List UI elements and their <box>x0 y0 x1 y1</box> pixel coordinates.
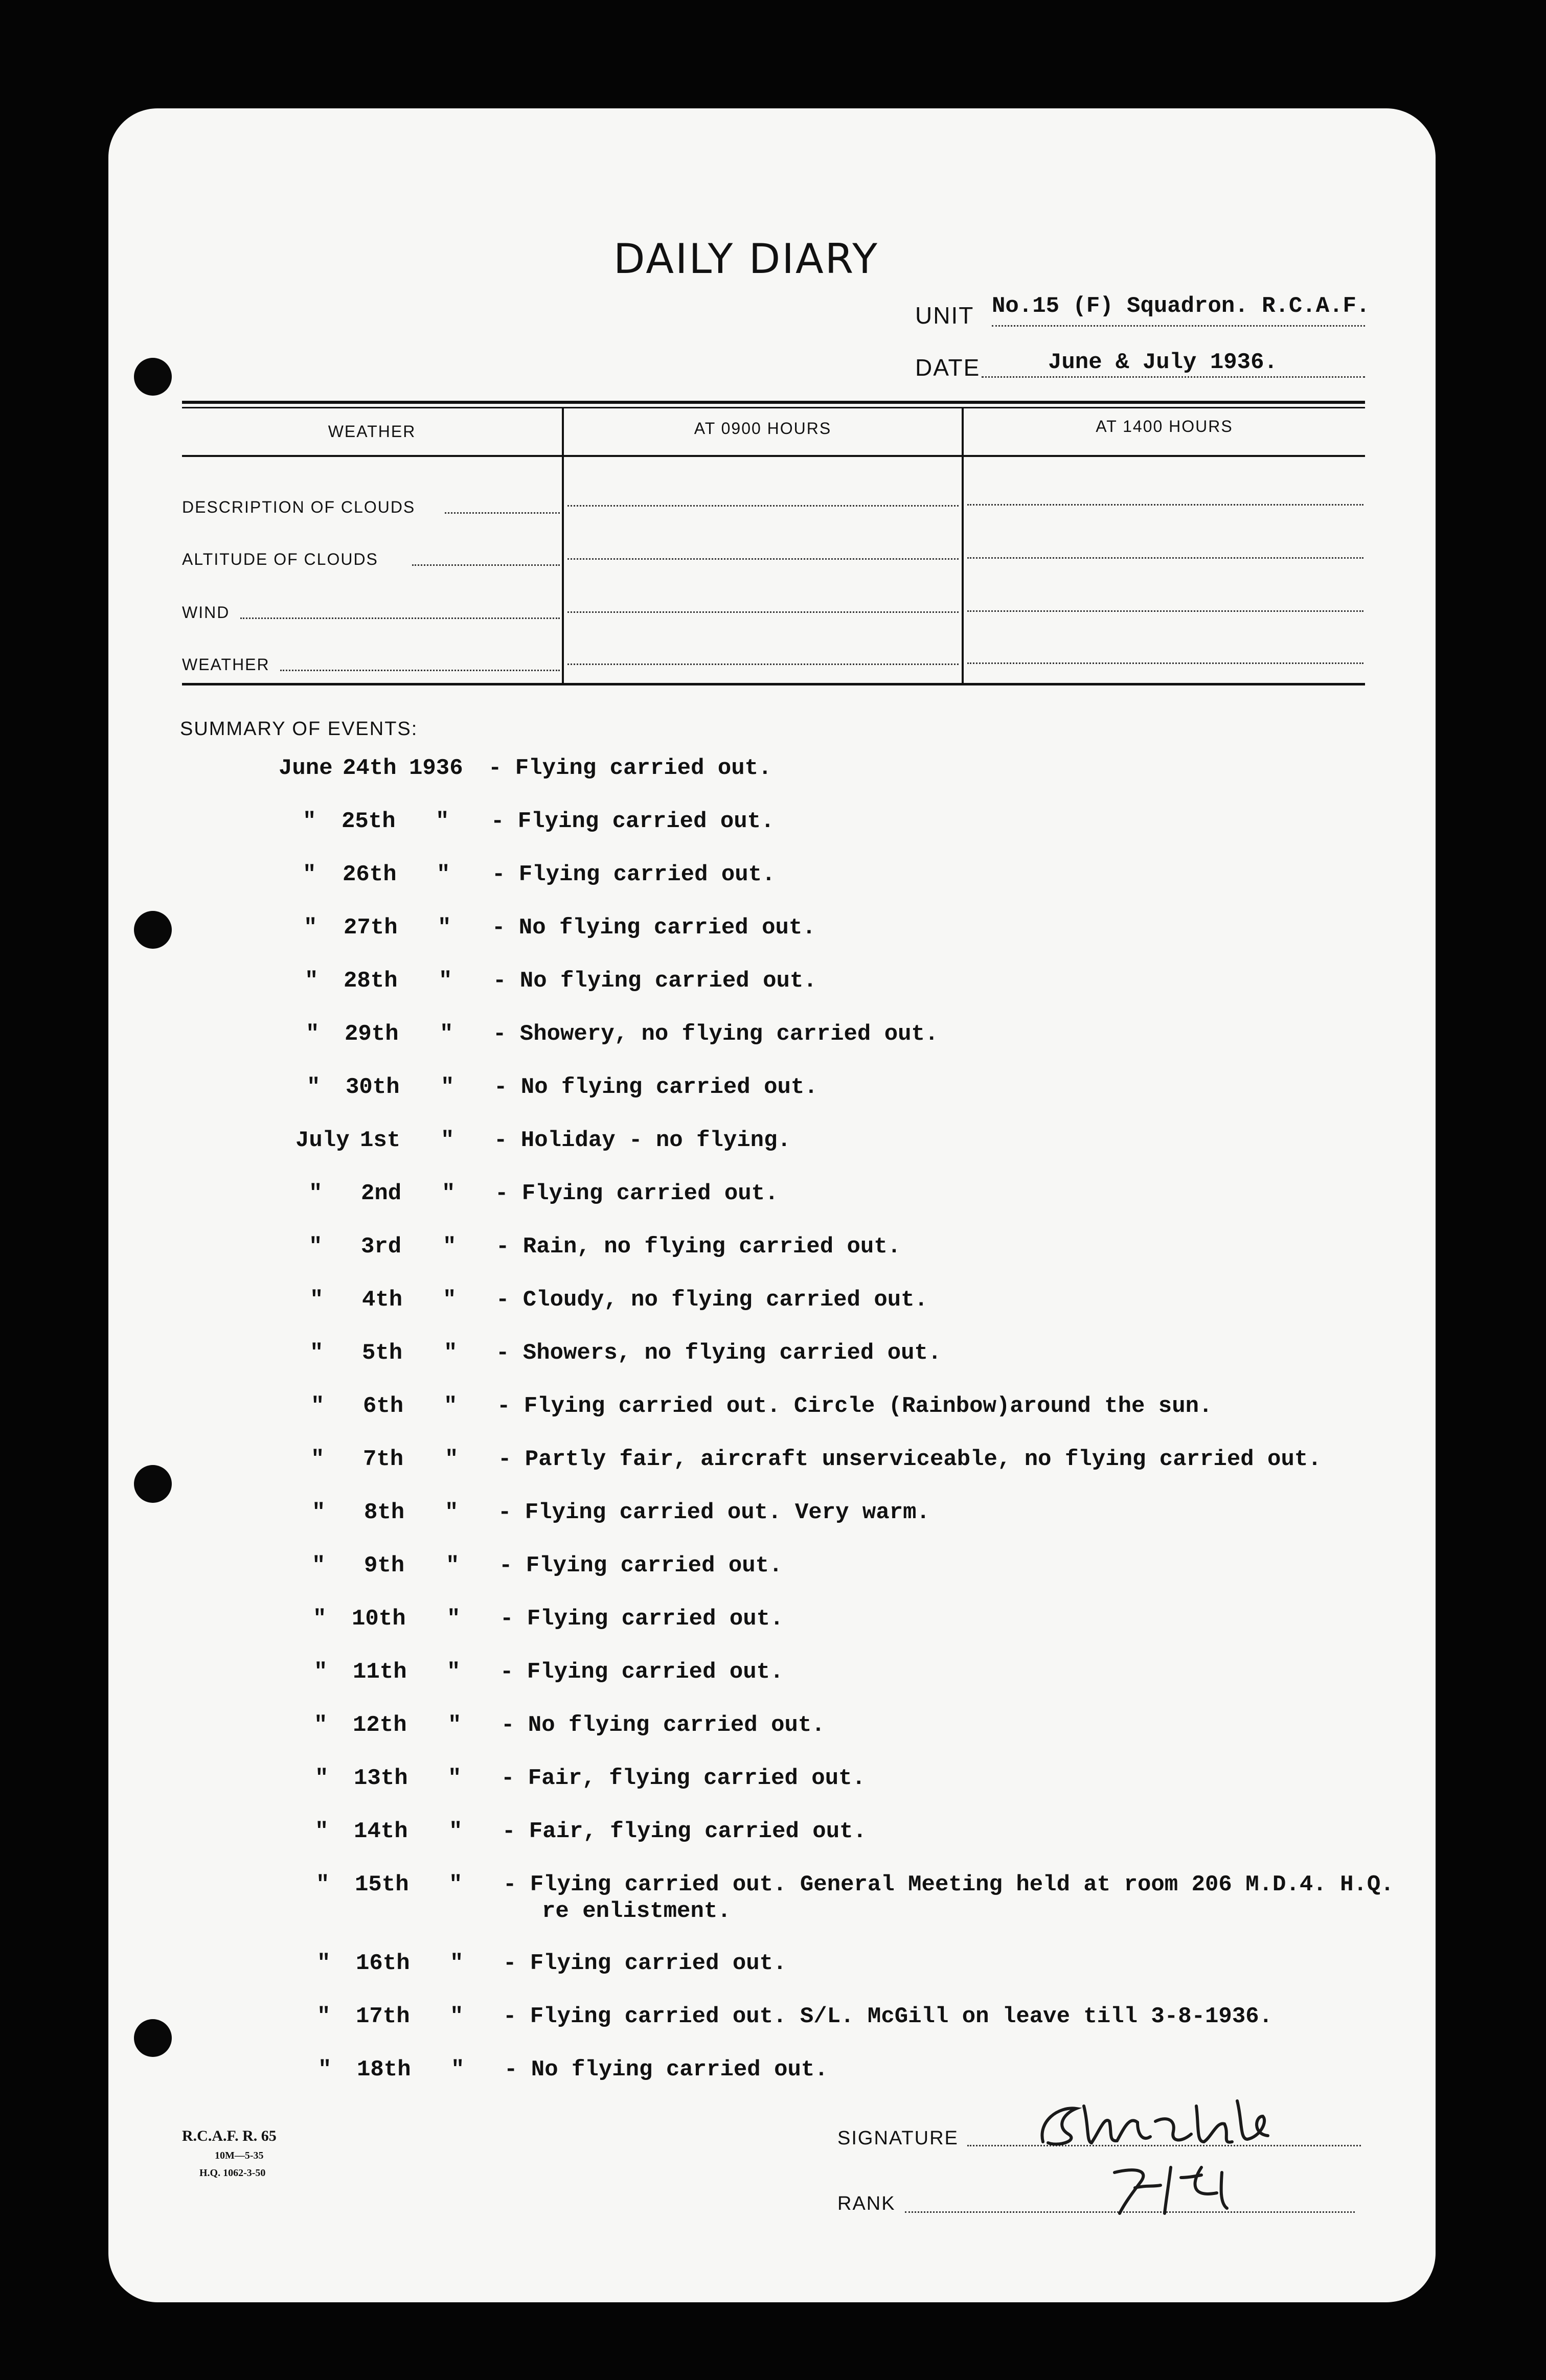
entry-text: - Flying carried out. <box>500 1659 784 1685</box>
entry-month: " <box>311 1447 325 1472</box>
entry-month: " <box>312 1500 326 1525</box>
entry-year: " <box>447 1659 461 1685</box>
date-value: June & July 1936. <box>1048 350 1278 375</box>
table-header-rule <box>182 455 1365 457</box>
print-code: 10M—5-35 <box>215 2150 264 2161</box>
summary-entry <box>0 915 1546 968</box>
table-dotline <box>967 662 1363 664</box>
entry-month: " <box>315 1819 329 1844</box>
entry-text: - Partly fair, aircraft unserviceable, no flying carried out. <box>498 1447 1322 1472</box>
entry-month: June <box>279 756 333 781</box>
entry-month: " <box>317 1951 331 1976</box>
col-header-weather: WEATHER <box>328 422 416 441</box>
table-dotline <box>967 610 1363 612</box>
summary-entry <box>0 2057 1546 2110</box>
entry-month: " <box>313 1606 327 1632</box>
entry-year: " <box>441 1074 454 1100</box>
entry-text: - Flying carried out. <box>488 756 772 781</box>
entry-text: - Flying carried out. Very warm. <box>498 1500 930 1525</box>
page-title: DAILY DIARY <box>613 235 879 283</box>
entry-year: " <box>449 1819 463 1844</box>
entry-day: 25th <box>342 809 396 834</box>
binder-hole <box>134 358 172 396</box>
row-label-wind: WIND <box>182 603 230 622</box>
table-bottom-rule <box>182 683 1365 685</box>
entry-year: " <box>451 2057 465 2082</box>
entry-year: " <box>436 809 449 834</box>
entry-month: " <box>314 1659 328 1685</box>
form-number: R.C.A.F. R. 65 <box>182 2127 277 2144</box>
summary-entry <box>0 809 1546 862</box>
summary-entry <box>0 1951 1546 2004</box>
entry-text: - No flying carried out. <box>504 2057 828 2082</box>
entry-month: " <box>309 1181 323 1206</box>
entry-year: " <box>444 1340 458 1366</box>
summary-entry <box>0 1340 1546 1393</box>
entry-text: - Rain, no flying carried out. <box>496 1234 901 1260</box>
entry-day: 28th <box>344 968 398 994</box>
table-dotline <box>445 512 560 514</box>
entry-text: - Showery, no flying carried out. <box>493 1021 939 1047</box>
entry-text: - Flying carried out. Circle (Rainbow)around the sun. <box>497 1393 1213 1419</box>
entry-day: 6th <box>363 1393 404 1419</box>
entry-month: " <box>318 2057 332 2082</box>
summary-entry <box>0 1766 1546 1819</box>
summary-entry <box>0 756 1546 809</box>
entry-day: 3rd <box>361 1234 402 1260</box>
unit-value: No.15 (F) Squadron. R.C.A.F. <box>992 293 1370 319</box>
entry-month: " <box>305 968 319 994</box>
entry-text-continuation: re enlistment. <box>542 1898 731 1924</box>
rank-label: RANK <box>837 2193 896 2214</box>
entry-month: " <box>303 862 316 887</box>
entry-month: " <box>311 1393 325 1419</box>
summary-entry <box>0 1287 1546 1340</box>
summary-entry <box>0 1128 1546 1181</box>
entry-text: - Flying carried out. <box>500 1606 784 1632</box>
table-top-rule-thin <box>182 407 1365 408</box>
entry-year: " <box>445 1447 459 1472</box>
entry-year: " <box>443 1234 457 1260</box>
table-dotline <box>567 663 959 665</box>
entry-text: - Fair, flying carried out. <box>501 1766 866 1791</box>
entry-month: " <box>304 915 317 941</box>
handwritten-rank <box>1104 2157 1247 2218</box>
entry-day: 2nd <box>361 1181 402 1206</box>
entry-text: - Flying carried out. <box>495 1181 779 1206</box>
entry-day: 1st <box>360 1128 401 1153</box>
table-dotline <box>567 505 959 507</box>
summary-entry <box>0 1021 1546 1074</box>
entry-year: " <box>450 2004 464 2029</box>
summary-entry <box>0 2004 1546 2057</box>
row-label-weather: WEATHER <box>182 655 270 674</box>
summary-entry <box>0 1872 1546 1925</box>
row-label-altitude-of-clouds: ALTITUDE OF CLOUDS <box>182 550 378 568</box>
col-header-1400: AT 1400 HOURS <box>1096 417 1233 436</box>
entry-month: " <box>310 1340 324 1366</box>
entry-day: 11th <box>353 1659 407 1685</box>
table-dotline <box>967 557 1363 559</box>
table-column-divider <box>562 407 564 684</box>
summary-entry <box>0 1819 1546 1872</box>
signature-label: SIGNATURE <box>837 2127 959 2149</box>
entry-month: " <box>309 1234 323 1260</box>
entry-month: July <box>295 1128 350 1153</box>
entry-year: " <box>444 1393 458 1419</box>
entry-year: " <box>449 1872 463 1897</box>
entry-month: " <box>312 1553 326 1578</box>
unit-line <box>992 325 1365 327</box>
entry-text: - Flying carried out. <box>499 1553 783 1578</box>
summary-entry <box>0 1074 1546 1128</box>
col-header-0900: AT 0900 HOURS <box>694 419 832 438</box>
summary-entry <box>0 862 1546 915</box>
entry-day: 27th <box>344 915 398 941</box>
table-dotline <box>567 558 959 560</box>
table-dotline <box>967 504 1363 506</box>
entry-month: " <box>315 1766 329 1791</box>
entry-text: - No flying carried out. <box>501 1712 825 1738</box>
entry-day: 14th <box>354 1819 408 1844</box>
entry-day: 4th <box>362 1287 403 1313</box>
table-dotline <box>567 611 959 613</box>
entry-text: - Flying carried out. <box>491 809 775 834</box>
entry-text: - Flying carried out. General Meeting held at room 206 M.D.4. H.Q. <box>503 1872 1394 1897</box>
entry-day: 29th <box>345 1021 399 1047</box>
table-dotline <box>280 670 560 671</box>
entry-day: 24th <box>343 756 397 781</box>
entry-year: " <box>440 1021 453 1047</box>
entry-month: " <box>314 1712 328 1738</box>
entry-year: " <box>441 1128 454 1153</box>
entry-text: - Flying carried out. S/L. McGill on leave till 3-8-1936. <box>503 2004 1273 2029</box>
summary-entry <box>0 1553 1546 1606</box>
entry-year: 1936 <box>409 756 463 781</box>
summary-heading: SUMMARY OF EVENTS: <box>180 718 418 740</box>
entry-year: " <box>450 1951 464 1976</box>
entry-day: 30th <box>346 1074 400 1100</box>
entry-day: 26th <box>343 862 397 887</box>
entry-day: 15th <box>355 1872 409 1897</box>
entry-text: - Holiday - no flying. <box>494 1128 791 1153</box>
entry-month: " <box>316 1872 330 1897</box>
table-dotline <box>412 564 560 566</box>
summary-entry <box>0 1500 1546 1553</box>
summary-entries <box>0 756 1546 2105</box>
unit-label: UNIT <box>915 302 974 329</box>
entry-text: - Cloudy, no flying carried out. <box>496 1287 928 1313</box>
entry-text: - Flying carried out. <box>503 1951 787 1976</box>
entry-year: " <box>439 968 452 994</box>
entry-day: 10th <box>352 1606 406 1632</box>
entry-day: 13th <box>354 1766 408 1791</box>
hq-reference: H.Q. 1062-3-50 <box>199 2167 266 2179</box>
entry-year: " <box>445 1500 459 1525</box>
table-dotline <box>240 617 560 619</box>
entry-day: 7th <box>363 1447 404 1472</box>
entry-day: 12th <box>353 1712 407 1738</box>
summary-entry <box>0 968 1546 1021</box>
entry-text: - Showers, no flying carried out. <box>496 1340 942 1366</box>
table-top-rule <box>182 401 1365 404</box>
handwritten-signature <box>1028 2086 1314 2157</box>
entry-month: " <box>310 1287 324 1313</box>
entry-day: 9th <box>364 1553 405 1578</box>
summary-entry <box>0 1181 1546 1234</box>
entry-year: " <box>446 1553 460 1578</box>
date-label: DATE <box>915 354 981 381</box>
entry-year: " <box>442 1181 456 1206</box>
entry-year: " <box>437 862 450 887</box>
summary-entry <box>0 1606 1546 1659</box>
entry-day: 18th <box>357 2057 411 2082</box>
entry-text: - No flying carried out. <box>494 1074 818 1100</box>
entry-text: - Flying carried out. <box>492 862 776 887</box>
entry-text: - No flying carried out. <box>492 915 816 941</box>
entry-day: 5th <box>362 1340 403 1366</box>
date-line <box>982 376 1365 378</box>
entry-month: " <box>307 1074 321 1100</box>
entry-year: " <box>448 1766 462 1791</box>
row-label-description-of-clouds: DESCRIPTION OF CLOUDS <box>182 498 416 516</box>
entry-year: " <box>443 1287 457 1313</box>
entry-day: 8th <box>364 1500 405 1525</box>
summary-entry <box>0 1234 1546 1287</box>
summary-entry <box>0 1659 1546 1712</box>
entry-month: " <box>306 1021 320 1047</box>
entry-year: " <box>447 1606 461 1632</box>
entry-year: " <box>448 1712 462 1738</box>
entry-day: 17th <box>356 2004 410 2029</box>
entry-text: - Fair, flying carried out. <box>502 1819 867 1844</box>
entry-text: - No flying carried out. <box>493 968 817 994</box>
entry-year: " <box>438 915 451 941</box>
entry-month: " <box>303 809 316 834</box>
summary-entry <box>0 1712 1546 1766</box>
table-column-divider <box>962 407 964 684</box>
summary-entry <box>0 1393 1546 1447</box>
entry-month: " <box>317 2004 331 2029</box>
summary-entry <box>0 1447 1546 1500</box>
entry-day: 16th <box>356 1951 410 1976</box>
